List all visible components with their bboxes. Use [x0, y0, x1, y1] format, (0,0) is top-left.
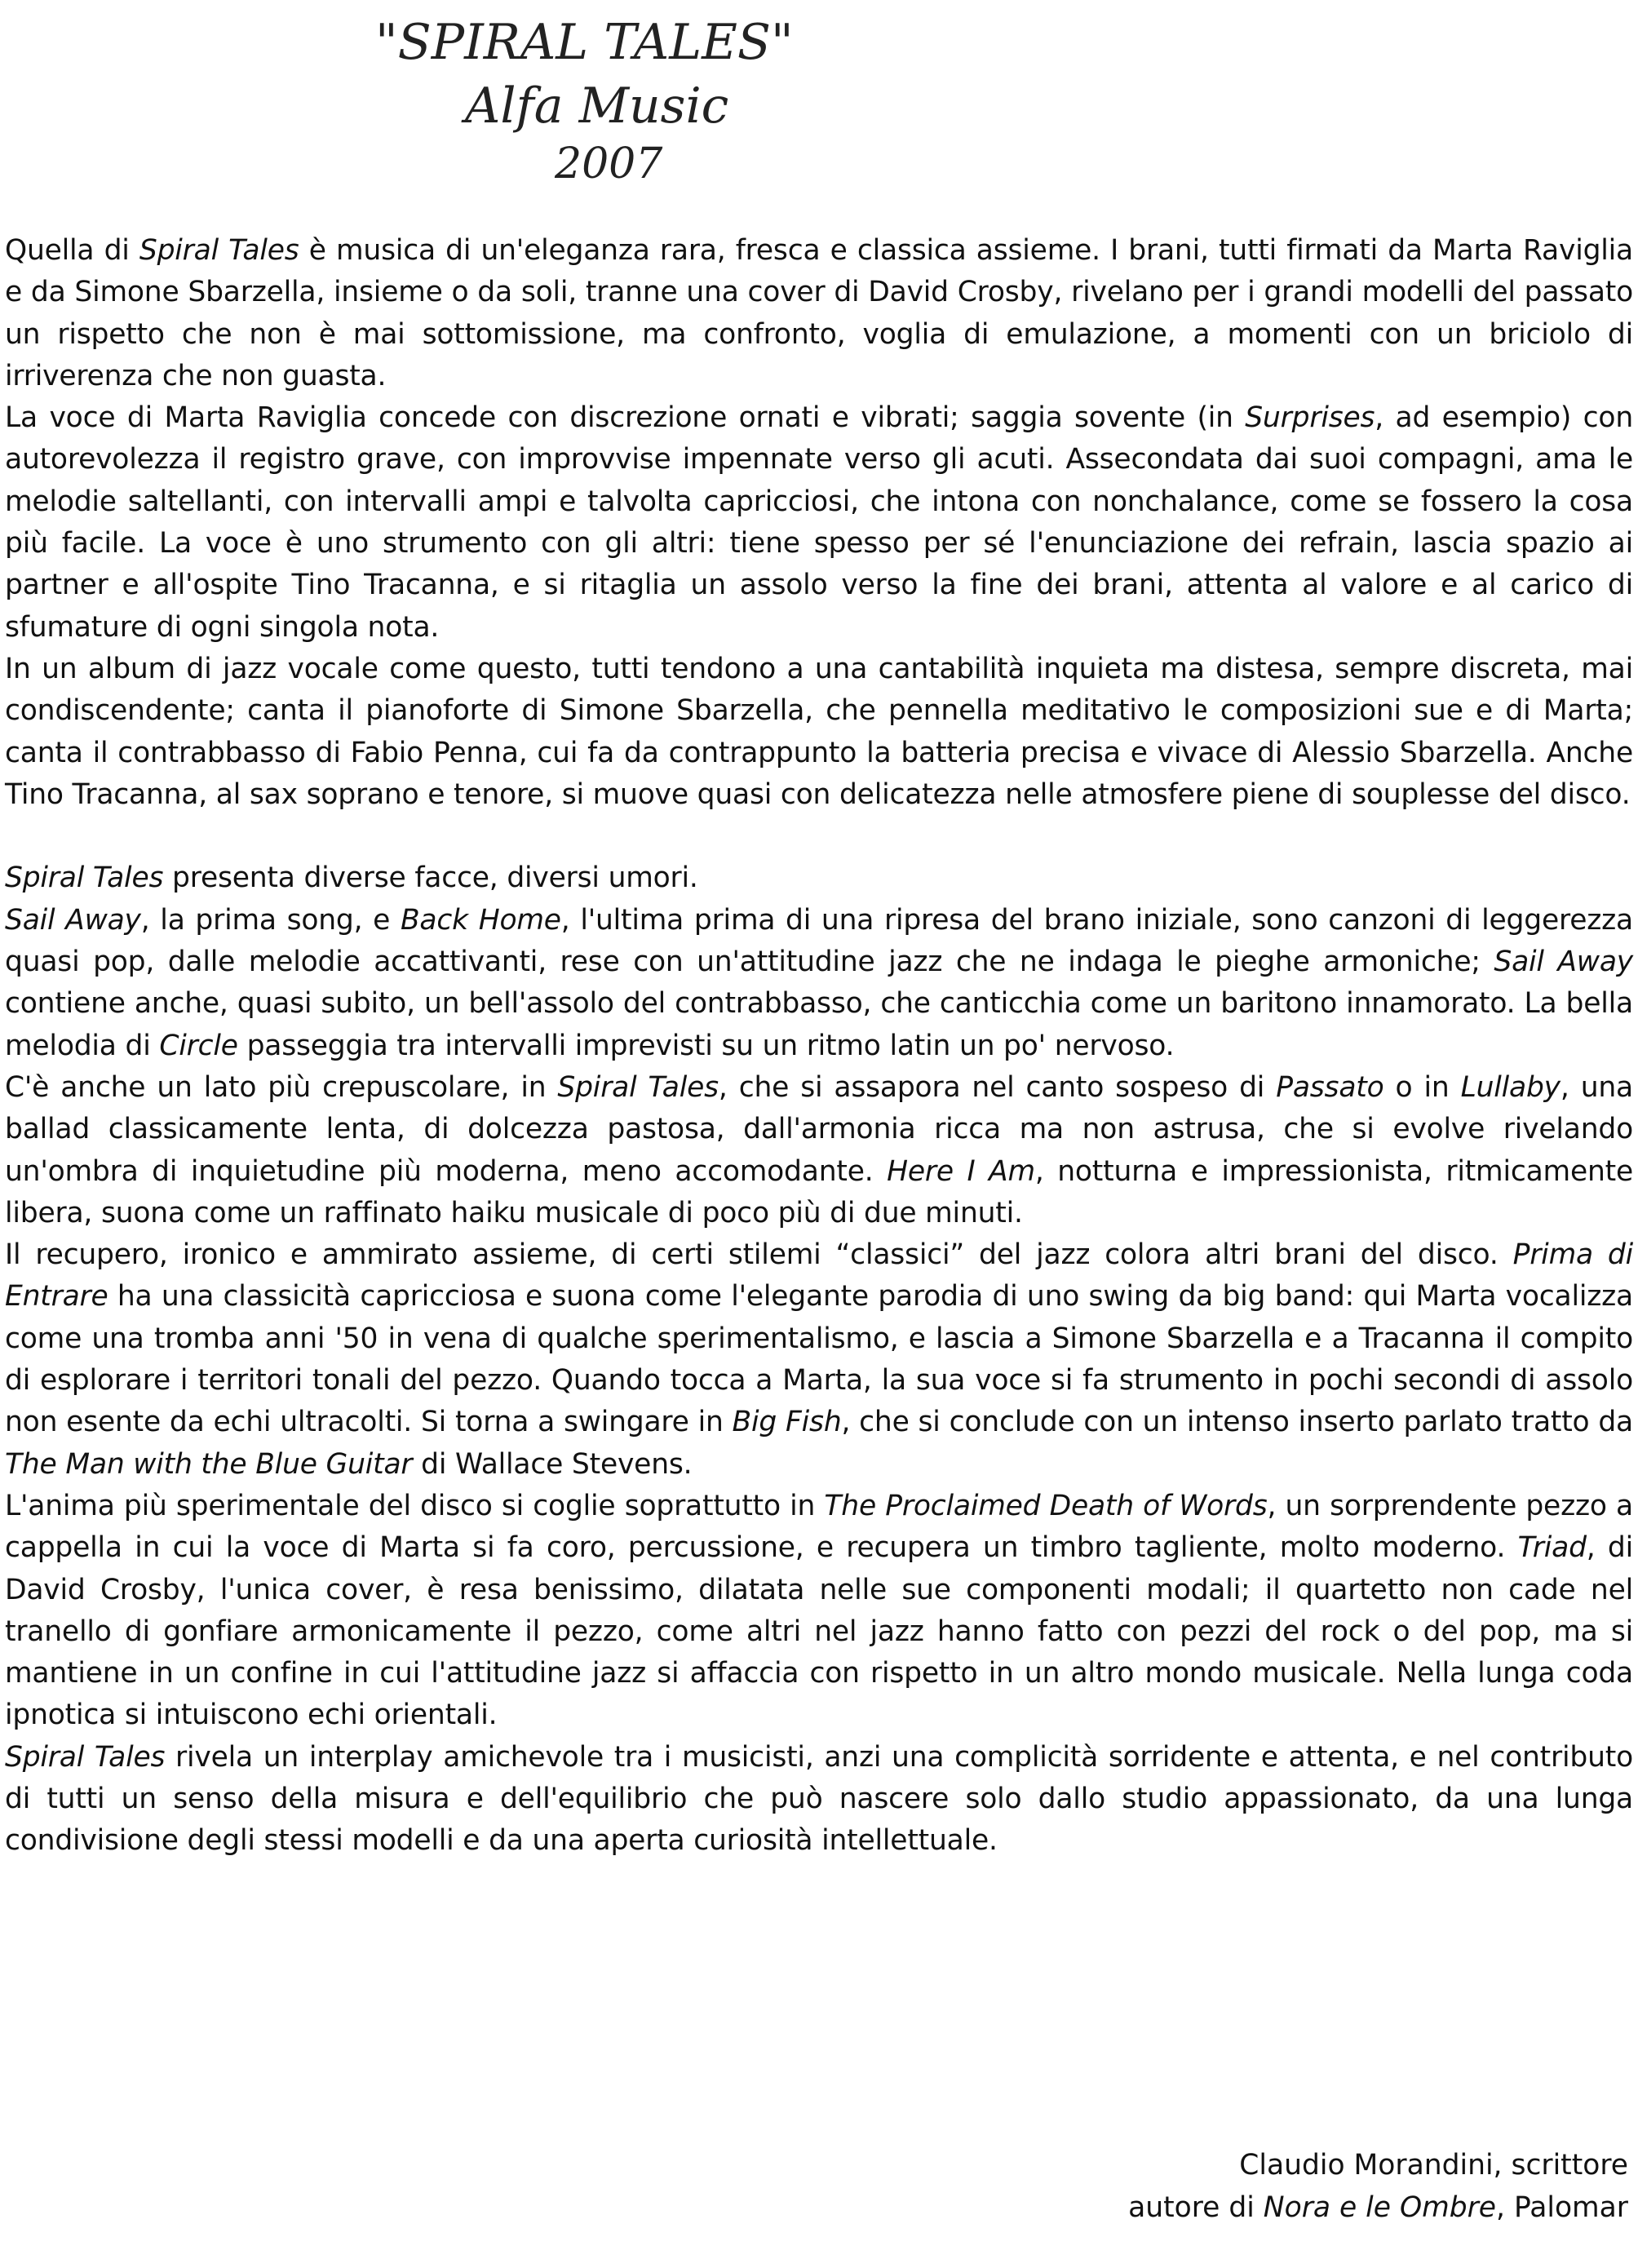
paragraph [5, 649, 1633, 816]
signature-block [1128, 2144, 1628, 2229]
italic-title: Passato [1276, 1070, 1384, 1104]
text-run: presenta diverse facce, diversi umori. [163, 862, 698, 895]
handwritten-note [359, 8, 881, 188]
italic-title: Triad [1517, 1531, 1587, 1565]
text-run: , ad esempio) con autorevolezza il registro grave, con improvvise impennate verso gli acuti. Assecondata dai suoi compagni, ama le melodie saltellanti, con intervalli ampi e talvolta capricciosi, che intona con nonchalance, come se fossero la cosa più facile. La voce è uno strumento con gli altri: tiene spesso per sé l'enunciazione dei refrain, lascia spazio ai partner e all'ospite Tino Tracanna, e si ritaglia un assolo verso la fine dei brani, attenta al valore e al carico di sfumature di ogni singola nota. [5, 401, 1633, 644]
text-run: , che si conclude con un intenso inserto parlato tratto da [841, 1406, 1633, 1439]
italic-title: Lullaby [1460, 1070, 1561, 1104]
text-run: Quella di [5, 234, 139, 267]
italic-title: Circle [159, 1029, 238, 1062]
paragraph [5, 397, 1633, 649]
text-run: L'anima più sperimentale del disco si coglie soprattutto in [5, 1489, 825, 1522]
text-run: , un sorprendente pezzo a cappella in cui la voce di Marta si fa coro, percussione, e recupera un timbro tagliente, molto moderno. [5, 1489, 1633, 1565]
italic-title: The Proclaimed Death of Words [824, 1489, 1268, 1522]
text-run: , una ballad classicamente lenta, di dolcezza pastosa, dall'armonia ricca ma non astrusa, che si evolve rivelando un'ombra di inquietudine più moderna, meno accomodante. [5, 1070, 1633, 1188]
italic-title: Here I Am [887, 1154, 1035, 1188]
text-run: , l'ultima prima di una ripresa del brano iniziale, sono canzoni di leggerezza quasi pop, dalle melodie accattivanti, rese con un'attitudine jazz che ne indaga le pieghe armoniche; [5, 903, 1633, 979]
paragraph [5, 900, 1633, 1067]
text-run: è musica di un'eleganza rara, fresca e classica assieme. I brani, tutti firmati da Marta Raviglia e da Simone Sbarzella, insieme o da soli, tranne una cover di David Crosby, rivelano per i grandi modelli del passato un rispetto che non è mai sottomissione, ma confronto, voglia di emulazione, a momenti con un briciolo di irriverenza che non guasta. [5, 234, 1633, 392]
text-run: o in [1383, 1070, 1461, 1104]
text-run: , che si assapora nel canto sospeso di [718, 1070, 1277, 1104]
signature-author: Claudio Morandini, scrittore [1239, 2149, 1628, 2182]
paragraph [5, 230, 1633, 397]
italic-title: Back Home [400, 903, 561, 937]
text-run: ha una classicità capricciosa e suona come l'elegante parodia di uno swing da big band: qui Marta vocalizza come una tromba anni '50 in vena di qualche sperimentalismo, e lascia a Simone Sbarzella e a Tracanna il compito di esplorare i territori tonali del pezzo. Quando tocca a Marta, la sua voce si fa strumento in pochi secondi di assolo non esente da echi ultracolti. Si torna a swingare in [5, 1280, 1633, 1439]
italic-title: Surprises [1245, 401, 1375, 435]
italic-title: Spiral Tales [139, 234, 299, 267]
paragraph-gap [5, 816, 1633, 857]
text-run: passeggia tra intervalli imprevisti su un ritmo latin un po' nervoso. [237, 1029, 1175, 1062]
handwritten-note-drawing [359, 8, 881, 188]
text-run: C'è anche un lato più crepuscolare, in [5, 1070, 558, 1104]
review-body [5, 230, 1633, 1863]
signature-credits-prefix: autore di [1128, 2191, 1264, 2224]
paragraph [5, 1737, 1633, 1863]
italic-title: Prima di Entrare [5, 1238, 1633, 1313]
paragraph [5, 1234, 1633, 1486]
italic-title: Sail Away [5, 903, 141, 937]
text-run: Il recupero, ironico e ammirato assieme, di certi stilemi “classici” del jazz colora altri brani del disco. [5, 1238, 1513, 1272]
signature-book-title: Nora e le Ombre [1263, 2191, 1497, 2224]
text-run: di Wallace Stevens. [412, 1447, 693, 1481]
text-run: , di David Crosby, l'unica cover, è resa benissimo, dilatata nelle sue componenti modali; il quartetto non cade nel tranello di gonfiare armonicamente il pezzo, come altri nel jazz hanno fatto con pezzi del rock o del pop, ma si mantiene in un confine in cui l'attitudine jazz si affaccia con rispetto in un altro mondo musicale. Nella lunga coda ipnotica si intuiscono echi orientali. [5, 1531, 1633, 1732]
text-run: rivela un interplay amichevole tra i musicisti, anzi una complicità sorridente e attenta, e nel contributo di tutti un senso della misura e dell'equilibrio che può nascere solo dallo studio appassionato, da una lunga condivisione degli stessi modelli e da una aperta curiosità intellettuale. [5, 1740, 1633, 1858]
text-run: , notturna e impressionista, ritmicamente libera, suona come un raffinato haiku musicale di poco più di due minuti. [5, 1154, 1634, 1229]
text-run: , la prima song, e [140, 903, 401, 937]
signature-credits [1128, 2186, 1628, 2229]
italic-title: Big Fish [732, 1406, 842, 1439]
paragraph [5, 1067, 1633, 1234]
text-run: contiene anche, quasi subito, un bell'assolo del contrabbasso, che canticchia come un baritono innamorato. La bella melodia di [5, 987, 1633, 1062]
italic-title: Spiral Tales [5, 862, 164, 895]
paragraph [5, 1486, 1633, 1737]
handwritten-line-1: "SPIRAL TALES" [375, 14, 794, 71]
italic-title: Sail Away [1494, 946, 1633, 979]
handwritten-line-2: Alfa Music [465, 78, 729, 135]
paragraph [5, 857, 1633, 899]
text-run: La voce di Marta Raviglia concede con discrezione ornati e vibrati; saggia sovente (in [5, 401, 1246, 435]
text-run: In un album di jazz vocale come questo, tutti tendono a una cantabilità inquieta ma distesa, sempre discreta, mai condiscendente; canta il pianoforte di Simone Sbarzella, che pennella meditativo le composizioni sue e di Marta; canta il contrabbasso di Fabio Penna, cui fa da contrappunto la batteria precisa e vivace di Alessio Sbarzella. Anche Tino Tracanna, al sax soprano e tenore, si muove quasi con delicatezza nelle atmosfere piene di souplesse del disco. [5, 652, 1633, 811]
signature-credits-suffix: , Palomar [1496, 2191, 1628, 2224]
italic-title: Spiral Tales [557, 1070, 719, 1104]
italic-title: The Man with the Blue Guitar [5, 1447, 413, 1481]
handwritten-line-3: 2007 [555, 140, 663, 188]
italic-title: Spiral Tales [5, 1740, 166, 1774]
